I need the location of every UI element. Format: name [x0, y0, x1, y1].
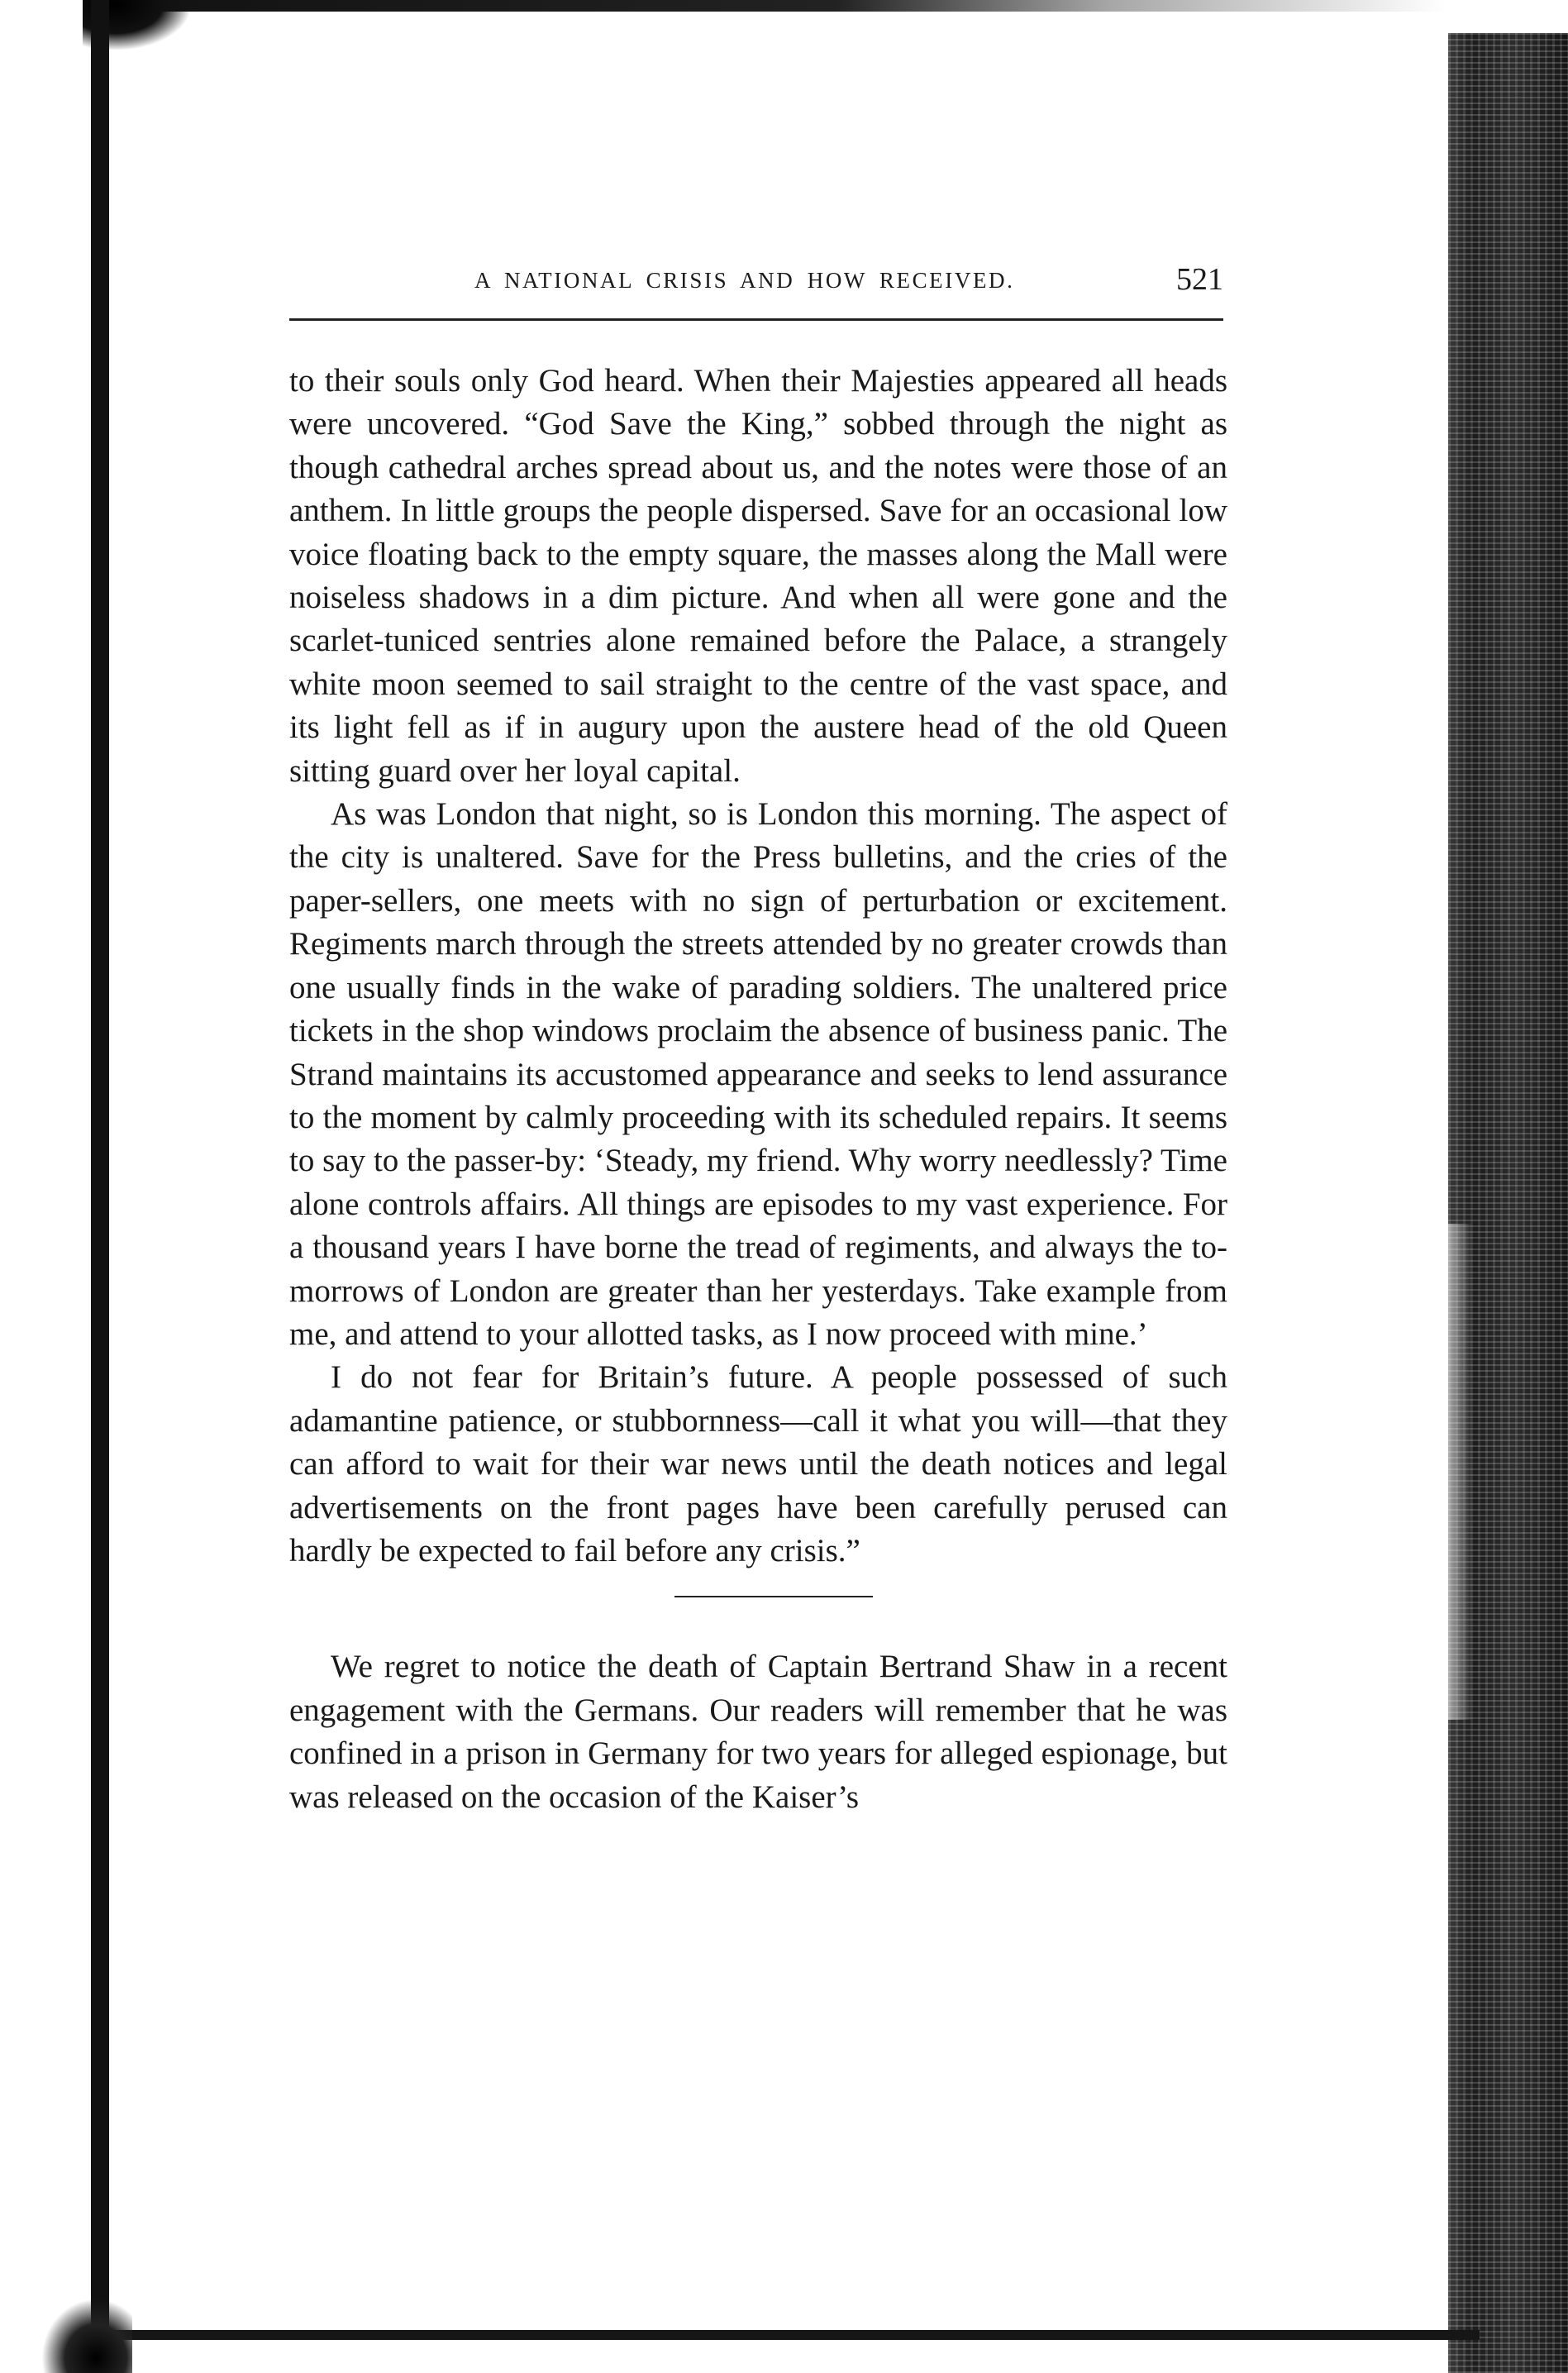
paragraph-britains-future: I do not fear for Britain’s future. A people possessed of such adamantine patience, or stubbornness—call it what you will—that they can afford to wait for their war news until the death notices and legal advertisements on the front pages have been carefully perused can hardly be expected to fail before any crisis.” [289, 1359, 1227, 1568]
paragraph-captain-shaw: We regret to notice the death of Captain Bertrand Shaw in a recent engagement with the Germans. Our readers will remember that he was confined in a prison in Germany for two years for alleged espionage, but was released on the occasion of the Kaiser’s [289, 1649, 1227, 1815]
header-rule [289, 318, 1223, 321]
paragraph-continued: to their souls only God heard. When their Majesties appeared all heads were uncovered. “God Save the King,” sobbed through the night as though cathedral arches spread about us, and the notes were those of an anthem. In little groups the people dispersed. Save for an occasional low voice floating back to the empty square, the masses along the Mall were noiseless shadows in a dim picture. And when all were gone and the scarlet-tuniced sentries alone remained before the Palace, a strangely white moon seemed to sail straight to the centre of the vast space, and its light fell as if in augury upon the austere head of the old Queen sitting guard over her loyal capital. [289, 363, 1227, 789]
running-head-title: A NATIONAL CRISIS AND HOW RECEIVED. [474, 268, 1015, 293]
paragraph-london-morning: As was London that night, so is London this morning. The aspect of the city is unaltered. Save for the Press bulletins, and the cries of the paper-sellers, one meets with no sign of perturbation or excitement. Regiments march through the streets attended by no greater crowds than one usually finds in the wake of parading soldiers. The unaltered price tickets in the shop windows proclaim the absence of business panic. The Strand maintains its accustomed appearance and seeks to lend assurance to the moment by calmly proceeding with its scheduled repairs. It seems to say to the passer-by: ‘Steady, my friend. Why worry needlessly? Time alone controls affairs. All things are episodes to my vast experience. For a thousand years I have borne the tread of regiments, and always the to-morrows of London are greater than her yesterdays. Take example from me, and attend to your allotted tasks, as I now proceed with mine.’ [289, 796, 1227, 1352]
running-head [289, 263, 1223, 299]
section-divider [674, 1596, 873, 1597]
body-text [289, 360, 1227, 1819]
page-number: 521 [1176, 262, 1223, 297]
